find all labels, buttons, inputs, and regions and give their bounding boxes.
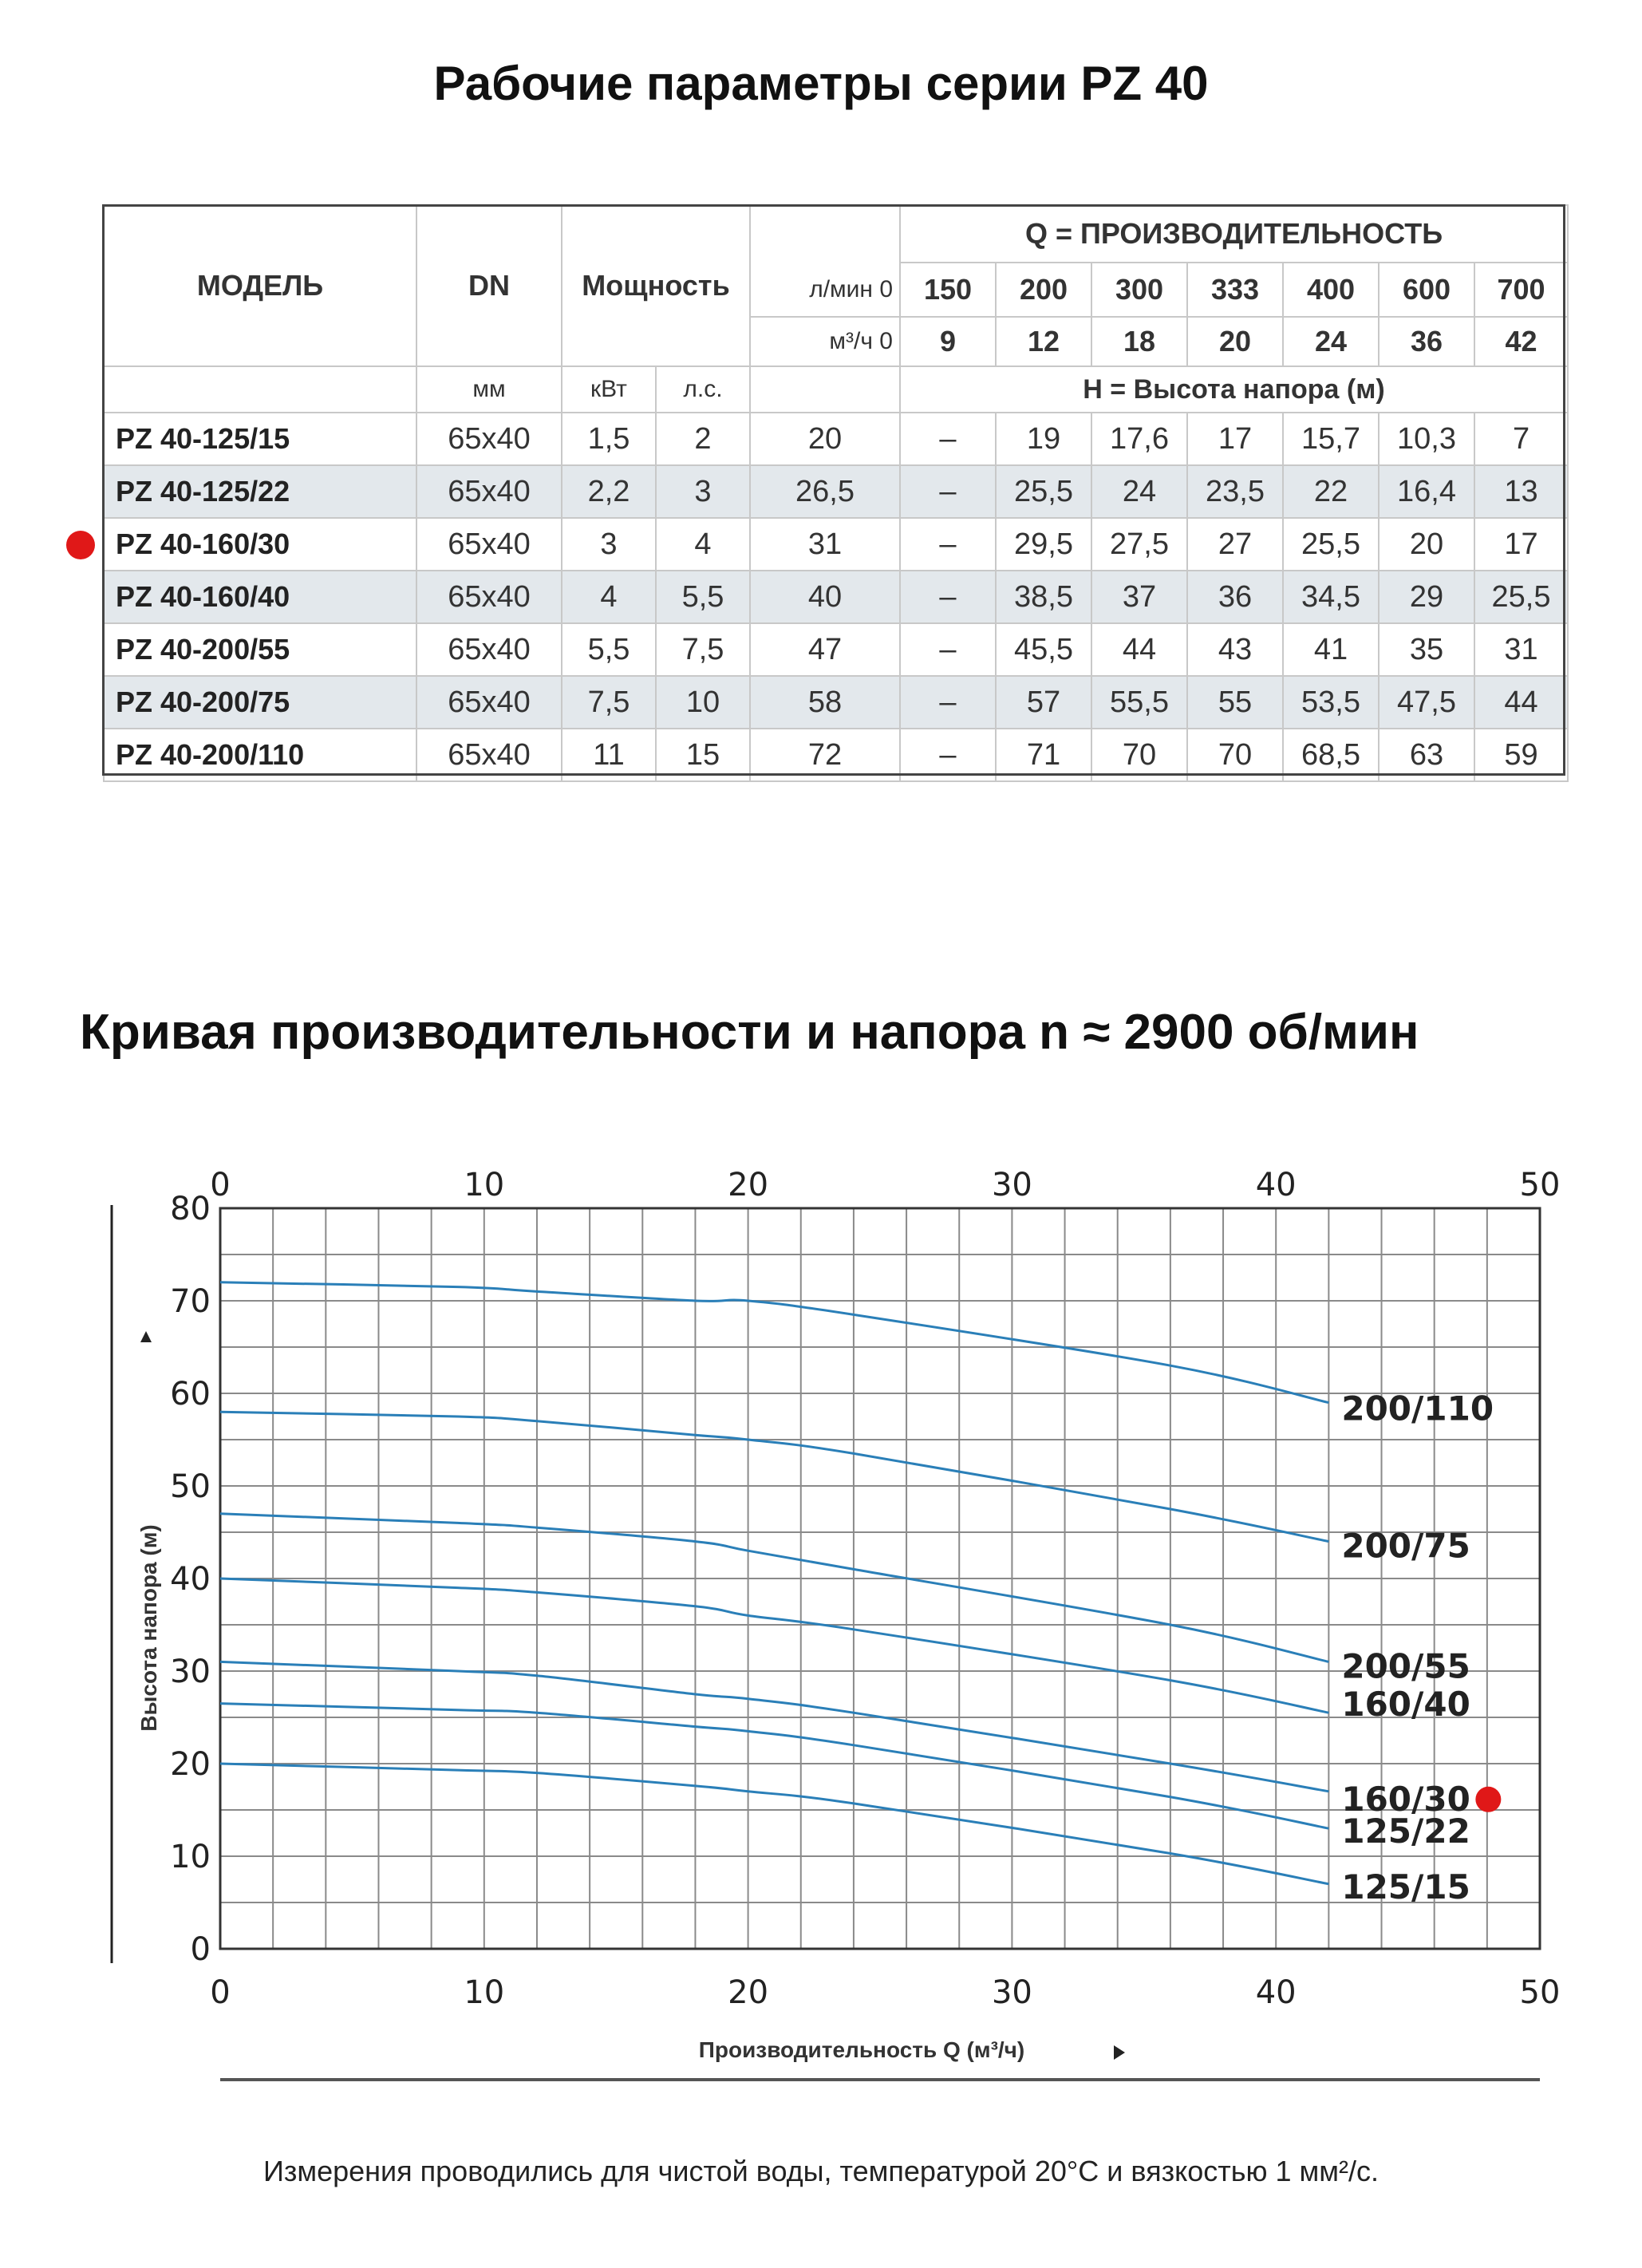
head-cell: 34,5	[1283, 571, 1379, 623]
lmin-value: 300	[1091, 263, 1187, 317]
table-row	[104, 623, 1568, 676]
model-cell: PZ 40-125/15	[104, 413, 416, 465]
head-cell: 17	[1474, 518, 1568, 571]
head-cell: 27,5	[1091, 518, 1187, 571]
head-cell: 25,5	[1474, 571, 1568, 623]
x-tick-label-top: 50	[1519, 1167, 1561, 1203]
h0-cell: 31	[750, 518, 900, 571]
head-cell: 43	[1187, 623, 1283, 676]
head-cell: 20	[1379, 518, 1474, 571]
hp-cell: 15	[656, 729, 750, 781]
model-cell: PZ 40-200/110	[104, 729, 416, 781]
model-cell: PZ 40-125/22	[104, 465, 416, 518]
x-tick-label-bottom: 30	[991, 1974, 1032, 2011]
head-cell: 29,5	[996, 518, 1091, 571]
y-tick-label: 70	[170, 1283, 211, 1320]
head-cell: 13	[1474, 465, 1568, 518]
power-header: Мощность	[562, 205, 750, 366]
model-cell: PZ 40-200/75	[104, 676, 416, 729]
kw-cell: 5,5	[562, 623, 656, 676]
m3h-value: 9	[900, 317, 996, 366]
lmin-value: 333	[1187, 263, 1283, 317]
head-cell: 23,5	[1187, 465, 1283, 518]
power-kw-unit: кВт	[562, 366, 656, 413]
hp-cell: 10	[656, 676, 750, 729]
y-axis-label: Высота напора (м)	[136, 1524, 161, 1732]
dn-cell: 65x40	[416, 676, 562, 729]
h0-cell: 20	[750, 413, 900, 465]
y-tick-label: 20	[170, 1746, 211, 1783]
head-cell: –	[900, 729, 996, 781]
head-cell: 35	[1379, 623, 1474, 676]
hp-cell: 4	[656, 518, 750, 571]
head-cell: 25,5	[996, 465, 1091, 518]
x-tick-label-bottom: 40	[1255, 1974, 1297, 2011]
x-tick-label-bottom: 10	[464, 1974, 505, 2011]
series-label: 125/22	[1341, 1812, 1470, 1851]
dn-unit: мм	[416, 366, 562, 413]
h0-unit-empty	[750, 366, 900, 413]
x-tick-label-bottom: 20	[728, 1974, 769, 2011]
selected-model-marker	[66, 531, 95, 559]
head-cell: 31	[1474, 623, 1568, 676]
head-cell: 19	[996, 413, 1091, 465]
head-cell: 36	[1187, 571, 1283, 623]
kw-cell: 11	[562, 729, 656, 781]
y-tick-label: 30	[170, 1654, 211, 1690]
h0-cell: 40	[750, 571, 900, 623]
h0-cell: 47	[750, 623, 900, 676]
head-cell: 37	[1091, 571, 1187, 623]
m3h-value: 24	[1283, 317, 1379, 366]
q-header: Q = ПРОИЗВОДИТЕЛЬНОСТЬ	[900, 205, 1568, 263]
head-cell: 17,6	[1091, 413, 1187, 465]
m3h-value: 36	[1379, 317, 1474, 366]
h0-cell: 58	[750, 676, 900, 729]
m3h-value: 18	[1091, 317, 1187, 366]
y-tick-label: 0	[190, 1931, 211, 1968]
head-cell: 29	[1379, 571, 1474, 623]
m3h-label: м³/ч 0	[750, 317, 900, 366]
head-cell: 45,5	[996, 623, 1091, 676]
footnote: Измерения проводились для чистой воды, температурой 20°C и вязкостью 1 мм²/с.	[262, 2155, 1380, 2187]
x-tick-label-top: 10	[464, 1167, 505, 1203]
x-axis-arrow-icon	[1114, 2045, 1125, 2060]
x-tick-label-top: 30	[991, 1167, 1032, 1203]
x-tick-label-top: 0	[210, 1167, 231, 1203]
head-cell: 53,5	[1283, 676, 1379, 729]
head-cell: 44	[1091, 623, 1187, 676]
head-cell: –	[900, 518, 996, 571]
y-tick-label: 40	[170, 1561, 211, 1598]
head-cell: 15,7	[1283, 413, 1379, 465]
table-row	[104, 413, 1568, 465]
lmin-value: 400	[1283, 263, 1379, 317]
table-row	[104, 518, 1568, 571]
head-cell: –	[900, 623, 996, 676]
x-tick-label-bottom: 50	[1519, 1974, 1561, 2011]
dn-cell: 65x40	[416, 465, 562, 518]
head-cell: 41	[1283, 623, 1379, 676]
dn-cell: 65x40	[416, 518, 562, 571]
kw-cell: 3	[562, 518, 656, 571]
model-cell: PZ 40-160/30	[104, 518, 416, 571]
spec-table	[103, 204, 1569, 782]
dn-cell: 65x40	[416, 623, 562, 676]
head-cell: 68,5	[1283, 729, 1379, 781]
series-label: 200/55	[1341, 1646, 1470, 1686]
hp-cell: 5,5	[656, 571, 750, 623]
lmin-value: 150	[900, 263, 996, 317]
model-unit-empty	[104, 366, 416, 413]
head-cell: 44	[1474, 676, 1568, 729]
lmin-value: 700	[1474, 263, 1568, 317]
y-axis-arrow-icon	[140, 1331, 152, 1342]
table-row	[104, 676, 1568, 729]
head-cell: 38,5	[996, 571, 1091, 623]
x-axis-label: Производительность Q (м³/ч)	[698, 2037, 1025, 2062]
head-cell: 70	[1187, 729, 1283, 781]
m3h-value: 12	[996, 317, 1091, 366]
series-label: 160/30	[1341, 1779, 1470, 1819]
dn-cell: 65x40	[416, 729, 562, 781]
dn-header: DN	[416, 205, 562, 366]
head-cell: 7	[1474, 413, 1568, 465]
table-row	[104, 571, 1568, 623]
model-cell: PZ 40-160/40	[104, 571, 416, 623]
series-label: 200/110	[1341, 1389, 1494, 1428]
kw-cell: 4	[562, 571, 656, 623]
head-cell: –	[900, 465, 996, 518]
head-cell: 71	[996, 729, 1091, 781]
series-label: 200/75	[1341, 1526, 1470, 1566]
head-cell: –	[900, 413, 996, 465]
head-cell: 47,5	[1379, 676, 1474, 729]
series-label: 125/15	[1341, 1867, 1470, 1906]
head-cell: 70	[1091, 729, 1187, 781]
head-cell: 59	[1474, 729, 1568, 781]
head-cell: 57	[996, 676, 1091, 729]
y-tick-label: 50	[170, 1468, 211, 1505]
head-cell: 25,5	[1283, 518, 1379, 571]
kw-cell: 2,2	[562, 465, 656, 518]
series-label: 160/40	[1341, 1685, 1470, 1725]
x-tick-label-bottom: 0	[210, 1974, 231, 2011]
head-cell: 17	[1187, 413, 1283, 465]
table-title: Рабочие параметры серии PZ 40	[433, 57, 1209, 110]
head-cell: 24	[1091, 465, 1187, 518]
x-tick-label-top: 40	[1255, 1167, 1297, 1203]
table-row	[104, 729, 1568, 781]
head-cell: 55	[1187, 676, 1283, 729]
power-hp-unit: л.с.	[656, 366, 750, 413]
selected-series-marker	[1475, 1787, 1501, 1812]
y-tick-label: 10	[170, 1839, 211, 1875]
head-cell: 10,3	[1379, 413, 1474, 465]
x-tick-label-top: 20	[728, 1167, 769, 1203]
head-cell: 22	[1283, 465, 1379, 518]
m3h-value: 42	[1474, 317, 1568, 366]
head-cell: –	[900, 571, 996, 623]
chart-title: Кривая производительности и напора n ≈ 2900 об/мин	[80, 1005, 1419, 1060]
lmin-value: 200	[996, 263, 1091, 317]
header-spacer	[750, 205, 900, 263]
lmin-label: л/мин 0	[750, 263, 900, 317]
hp-cell: 3	[656, 465, 750, 518]
lmin-value: 600	[1379, 263, 1474, 317]
kw-cell: 7,5	[562, 676, 656, 729]
hp-cell: 2	[656, 413, 750, 465]
performance-chart	[0, 1117, 1642, 2115]
dn-cell: 65x40	[416, 413, 562, 465]
head-cell: 16,4	[1379, 465, 1474, 518]
h0-cell: 72	[750, 729, 900, 781]
head-cell: 63	[1379, 729, 1474, 781]
head-cell: 55,5	[1091, 676, 1187, 729]
m3h-value: 20	[1187, 317, 1283, 366]
hp-cell: 7,5	[656, 623, 750, 676]
table-row	[104, 465, 1568, 518]
h0-cell: 26,5	[750, 465, 900, 518]
kw-cell: 1,5	[562, 413, 656, 465]
head-cell: –	[900, 676, 996, 729]
model-cell: PZ 40-200/55	[104, 623, 416, 676]
head-cell: 27	[1187, 518, 1283, 571]
h-header: H = Высота напора (м)	[900, 366, 1568, 413]
dn-cell: 65x40	[416, 571, 562, 623]
y-tick-label: 60	[170, 1376, 211, 1413]
model-header: МОДЕЛЬ	[104, 205, 416, 366]
y-tick-label: 80	[170, 1191, 211, 1227]
